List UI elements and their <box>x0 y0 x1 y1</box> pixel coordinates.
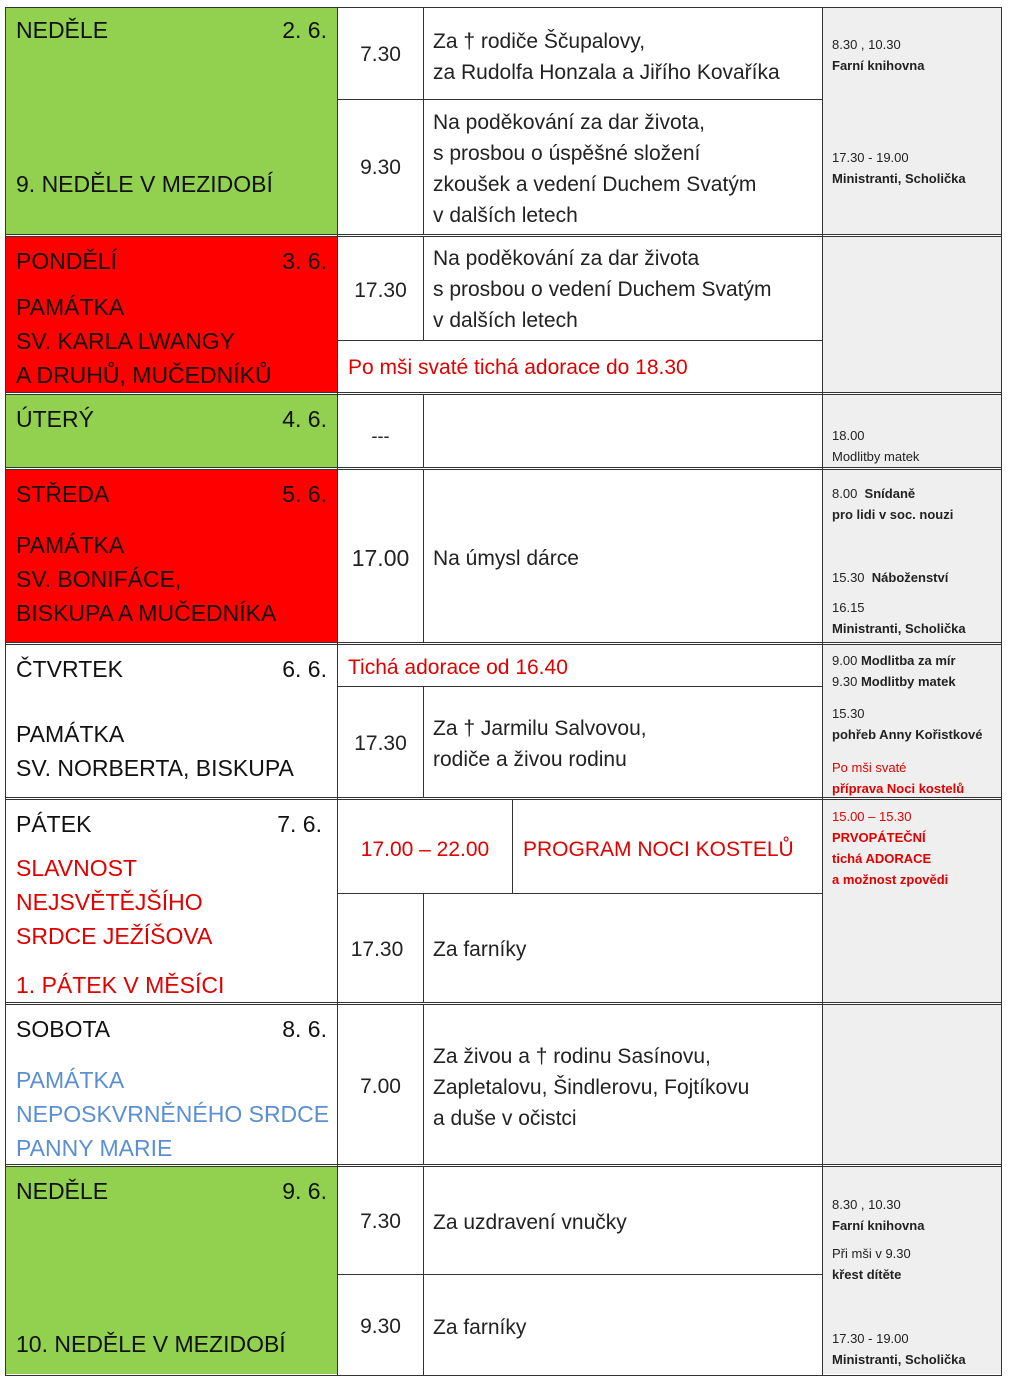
day-date: 5. 6. <box>282 481 327 507</box>
day-name: ČTVRTEK <box>16 656 123 682</box>
mass-intention <box>433 543 579 574</box>
side-text: PRVOPÁTEČNÍ <box>832 830 926 845</box>
feast-line: PAMÁTKA <box>16 532 125 558</box>
mass-time: 7.30 <box>360 1210 401 1233</box>
side-text: a možnost zpovědi <box>832 872 949 887</box>
side-text: křest dítěte <box>832 1267 902 1282</box>
side-event <box>832 567 948 588</box>
feast-line: PANNY MARIE <box>16 1135 173 1161</box>
side-text: Ministranti, Scholička <box>832 621 966 636</box>
side-event <box>832 1328 966 1370</box>
program-time: 17.00 – 22.00 <box>360 838 490 861</box>
mass-intention <box>433 243 772 336</box>
day-name: ÚTERÝ <box>16 406 94 432</box>
day-name: PÁTEK <box>16 811 92 837</box>
intention-line: a duše v očistci <box>433 1107 577 1130</box>
side-event <box>832 425 919 467</box>
intention-line: Za farníky <box>433 938 527 961</box>
grid-line <box>5 7 6 1376</box>
mass-time: 17.30 <box>354 732 407 755</box>
side-text: příprava Noci kostelů <box>832 781 965 796</box>
feast-title <box>16 528 276 630</box>
side-event <box>832 703 982 745</box>
day-name: NEDĚLE <box>16 17 109 43</box>
intention-line: Na poděkování za dar života <box>433 247 700 270</box>
side-bg <box>822 1005 1002 1165</box>
mass-time: 7.30 <box>360 43 401 66</box>
grid-line <box>6 234 1002 237</box>
feast-line: NEPOSKVRNĚNÉHO SRDCE <box>16 1101 330 1127</box>
side-event <box>832 1194 924 1236</box>
feast-line: SLAVNOST <box>16 855 137 881</box>
day-name: PONDĚLÍ <box>16 248 117 274</box>
side-time: 15.30 <box>832 706 865 721</box>
mass-intention <box>433 1207 627 1238</box>
side-text: Modlitby matek <box>860 674 956 689</box>
intention-line: Za † rodiče Ščupalovy, <box>433 30 646 53</box>
grid-line <box>6 1375 1002 1376</box>
feast-line: SV. NORBERTA, BISKUPA <box>16 755 294 781</box>
feast-line: PAMÁTKA <box>16 294 125 320</box>
side-event <box>832 650 956 692</box>
side-text: Ministranti, Scholička <box>832 1352 966 1367</box>
mass-time: 9.30 <box>360 1315 401 1338</box>
side-time: 9.00 <box>832 653 858 668</box>
grid-line <box>423 470 424 642</box>
mass-time: 17.30 <box>354 279 407 302</box>
intention-line: zkoušek a vedení Duchem Svatým <box>433 173 757 196</box>
feast-line: PAMÁTKA <box>16 721 125 747</box>
side-time: 18.00 <box>832 428 865 443</box>
grid-line <box>423 686 424 797</box>
mass-intention <box>433 26 780 88</box>
side-time: 15.30 <box>832 570 865 585</box>
feast-subtitle: 1. PÁTEK V MĚSÍCI <box>16 972 225 998</box>
mass-time: 17.30 <box>350 938 404 961</box>
mass-intention <box>433 934 526 965</box>
side-time: 8.00 <box>832 486 858 501</box>
intention-line: Na úmysl dárce <box>433 547 579 570</box>
side-text: Farní knihovna <box>832 58 925 73</box>
side-time: 17.30 - 19.00 <box>832 150 909 165</box>
feast-title <box>16 851 212 953</box>
side-time: 8.30 , 10.30 <box>832 1197 901 1212</box>
side-text: Snídaně <box>864 486 916 501</box>
side-text: Ministranti, Scholička <box>832 171 966 186</box>
intention-line: Za uzdravení vnučky <box>433 1211 627 1234</box>
intention-line: Na poděkování za dar života, <box>433 111 705 134</box>
grid-line <box>423 1167 424 1375</box>
intention-line: Za † Jarmilu Salvovou, <box>433 717 647 740</box>
grid-line <box>423 395 424 468</box>
feast-title <box>16 717 294 785</box>
adoration-note: Po mši svaté tichá adorace do 18.30 <box>348 356 688 379</box>
day-name: SOBOTA <box>16 1016 111 1042</box>
feast-line: SRDCE JEŽÍŠOVA <box>16 923 213 949</box>
grid-line <box>423 893 424 1002</box>
program-label: PROGRAM NOCI KOSTELŮ <box>523 838 794 861</box>
grid-line <box>337 686 822 687</box>
day-date: 2. 6. <box>282 17 327 43</box>
feast-line: BISKUPA A MUČEDNÍKA <box>16 600 277 626</box>
mass-time: 7.00 <box>360 1075 401 1098</box>
intention-line: v dalších letech <box>433 204 578 227</box>
mass-time: 17.00 <box>351 545 410 571</box>
side-text: Modlitba za mír <box>860 653 956 668</box>
feast-line: NEJSVĚTĚJŠÍHO <box>16 889 203 915</box>
side-event <box>832 597 966 639</box>
day-name: NEDĚLE <box>16 1178 109 1204</box>
side-bg <box>822 237 1002 392</box>
mass-intention <box>433 1312 526 1343</box>
grid-line <box>6 7 1002 8</box>
side-time: 9.30 <box>832 674 858 689</box>
side-text: tichá ADORACE <box>832 851 932 866</box>
mass-intention <box>433 107 756 231</box>
feast-line: SV. KARLA LWANGY <box>16 328 236 354</box>
day-date: 3. 6. <box>282 248 327 274</box>
side-time: 8.30 , 10.30 <box>832 37 901 52</box>
mass-time: 9.30 <box>360 156 401 179</box>
side-text: pro lidi v soc. nouzi <box>832 507 954 522</box>
day-date: 8. 6. <box>282 1016 327 1042</box>
grid-line <box>512 800 513 893</box>
mass-intention <box>433 713 647 775</box>
intention-line: s prosbou o úspěšné složení <box>433 142 701 165</box>
day-date: 9. 6. <box>282 1178 327 1204</box>
feast-title: 9. NEDĚLE V MEZIDOBÍ <box>16 171 273 197</box>
side-event <box>832 147 966 189</box>
feast-title: 10. NEDĚLE V MEZIDOBÍ <box>16 1331 286 1357</box>
grid-line <box>337 340 822 341</box>
side-time: Při mši v 9.30 <box>832 1246 911 1261</box>
side-text: Modlitby matek <box>832 449 920 464</box>
grid-line <box>822 7 823 1376</box>
day-date: 6. 6. <box>282 656 327 682</box>
grid-line <box>423 7 424 235</box>
grid-line <box>6 1002 1002 1005</box>
side-event <box>832 806 948 890</box>
feast-title <box>16 1063 329 1165</box>
intention-line: rodiče a živou rodinu <box>433 748 627 771</box>
grid-line <box>6 392 1002 395</box>
intention-line: Za farníky <box>433 1316 527 1339</box>
grid-line <box>337 893 822 894</box>
adoration-note: Tichá adorace od 16.40 <box>348 656 568 679</box>
grid-line <box>1001 7 1002 1376</box>
side-event <box>832 483 953 525</box>
grid-line <box>423 1005 424 1165</box>
side-event <box>832 1243 911 1285</box>
intention-line: Za živou a † rodinu Sasínovu, <box>433 1045 711 1068</box>
side-text: Farní knihovna <box>832 1218 925 1233</box>
intention-line: v dalších letech <box>433 309 578 332</box>
intention-line: Zapletalovu, Šindlerovu, Fojtíkovu <box>433 1076 750 1099</box>
grid-line <box>423 237 424 340</box>
side-time: 15.00 – 15.30 <box>832 809 912 824</box>
feast-line: A DRUHŮ, MUČEDNÍKŮ <box>16 362 272 388</box>
intention-line: za Rudolfa Honzala a Jiřího Kovaříka <box>433 61 780 84</box>
day-date: 4. 6. <box>282 406 327 432</box>
side-event <box>832 34 924 76</box>
grid-line <box>6 642 1002 645</box>
side-text: pohřeb Anny Kořistkové <box>832 727 983 742</box>
intention-line: s prosbou o vedení Duchem Svatým <box>433 278 772 301</box>
grid-line <box>337 99 822 100</box>
mass-intention <box>433 1041 749 1134</box>
day-date: 7. 6. <box>277 811 322 837</box>
grid-line <box>6 467 1002 470</box>
grid-line <box>337 7 338 1376</box>
feast-line: SV. BONIFÁCE, <box>16 566 182 592</box>
mass-time: --- <box>371 426 390 446</box>
side-time: 16.15 <box>832 600 865 615</box>
side-time: 17.30 - 19.00 <box>832 1331 909 1346</box>
grid-line <box>337 1274 822 1275</box>
feast-title <box>16 290 272 392</box>
side-event <box>832 757 964 799</box>
side-text: Náboženství <box>871 570 949 585</box>
side-time: Po mši svaté <box>832 760 907 775</box>
feast-line: PAMÁTKA <box>16 1067 125 1093</box>
day-name: STŘEDA <box>16 481 110 507</box>
